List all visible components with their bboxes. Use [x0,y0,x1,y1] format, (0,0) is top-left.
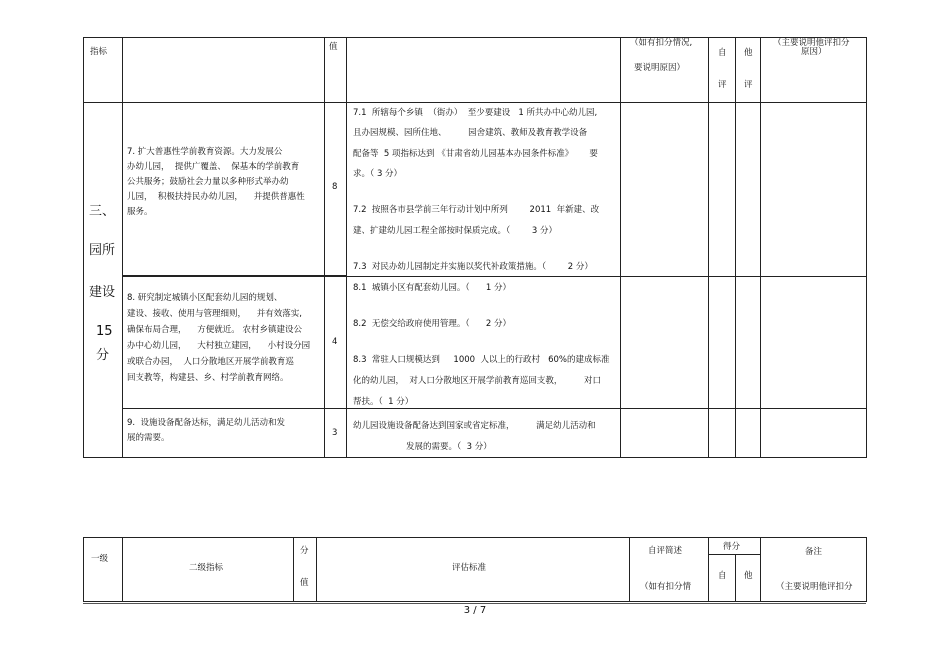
row7-indicator-line1: 7. 扩大普惠性学前教育资源。大力发展公 [127,147,283,157]
t2-other: 他 [744,571,753,581]
row8-indicator-line1: 8. 研究制定城镇小区配套幼儿园的规划、 [127,293,283,303]
t2-remark-line1: 备注 [805,547,823,557]
header-other-line2: 评 [744,80,753,90]
page-number: 3 / 7 [463,605,487,616]
category-line5: 分 [96,348,110,363]
header-indicator: 指标 [90,47,108,57]
header-score: 值 [329,42,338,52]
header-other-line1: 他 [744,48,753,58]
row7-indicator-line4: 儿园， 积极扶持民办幼儿园， 并提供普惠性 [127,192,305,202]
row9-indicator-line2: 展的需要。 [127,433,170,443]
category-line3: 建设 [89,285,116,300]
row7-criteria-line6: 建、扩建幼儿园工程全部按时保质完成。（ 3 分） [353,226,557,236]
header-remark-line2: 原因） [801,47,827,57]
row7-criteria-line7: 7.3 对民办幼儿园制定并实施以奖代补政策措施。（ 2 分） [353,262,593,272]
row7-criteria-line2: 且办园规模、园所住地、 园舍建筑、教师及教育教学设备 [353,128,588,138]
row8-criteria-line2: 8.2 无偿交给政府使用管理。（ 2 分） [353,319,511,329]
t2-self: 自 [718,571,727,581]
t2-score-line2: 值 [300,578,309,588]
row8-criteria-line3: 8.3 常驻人口规模达到 1000 人以上的行政村 60%的建成标准 [353,355,610,365]
t2-got: 得分 [723,542,741,552]
t2-criteria: 评估标准 [452,563,487,573]
category-line2: 园所 [89,243,116,258]
row7-score: 8 [332,182,338,192]
row7-indicator-line2: 办幼儿园， 提供广覆盖、 保基本的学前教育 [127,162,300,172]
header-remark-line1: （主要说明他评扣分 [773,38,850,48]
t2-selfdesc-line1: 自评简述 [648,546,683,556]
row8-criteria-line4: 化的幼儿园， 对人口分散地区开展学前教育巡回支教， 对口 [353,376,602,386]
row7-indicator-line3: 公共服务；鼓励社会力量以多种形式举办幼 [127,177,289,187]
footer-divider [83,603,866,604]
t2-level1: 一级 [91,554,109,564]
row8-indicator-line5: 或联合办园， 人口分散地区开展学前教育巡 [127,357,294,367]
category-line1: 三、 [89,204,116,219]
row7-criteria-line3: 配备等 5 项指标达到 《甘肃省幼儿园基本办园条件标准》 要 [353,149,598,159]
row7-criteria-line5: 7.2 按照各市县学前三年行动计划中所列 2011 年新建、改 [353,205,600,215]
row7-indicator-line5: 服务。 [127,207,153,217]
t2-score-line1: 分 [300,546,309,556]
t2-level2: 二级指标 [189,563,224,573]
row9-criteria-line2: 发展的需要。（ 3 分） [406,442,492,452]
category-line4: 15 [96,324,113,339]
row9-criteria-line1: 幼儿园设施设备配备达到国家或省定标准， 满足幼儿活动和 [353,421,596,431]
header-selfdesc-line1: （如有扣分情况, [630,38,693,48]
row9-indicator-line1: 9. 设施设备配备达标，满足幼儿活动和发 [127,418,286,428]
t2-selfdesc-line2: （如有扣分情 [640,582,692,592]
row7-criteria-line4: 求。（ 3 分） [353,169,403,179]
row8-criteria-line5: 帮扶。（ 1 分） [353,397,414,407]
row8-score: 4 [332,337,338,347]
row8-indicator-line3: 确保布局合理， 方便就近。 农村乡镇建设公 [127,325,303,335]
row8-indicator-line2: 建设、接收、使用与管理细则， 并有效落实, [127,309,303,319]
row8-criteria-line1: 8.1 城镇小区有配套幼儿园。（ 1 分） [353,283,511,293]
row8-indicator-line4: 办中心幼儿园， 大村独立建园， 小村设分园 [127,341,311,351]
row9-score: 3 [332,428,338,438]
header-self-line1: 自 [718,48,727,58]
row8-indicator-line6: 回支教等，构建县、乡、村学前教育网络。 [127,373,289,383]
header-self-line2: 评 [718,80,727,90]
row7-criteria-line1: 7.1 所辖每个乡镇 （街办） 至少要建设 1 所共办中心幼儿园, [353,108,598,118]
t2-remark-line2: （主要说明他评扣分 [776,582,853,592]
header-selfdesc-line2: 要说明原因） [634,63,686,73]
